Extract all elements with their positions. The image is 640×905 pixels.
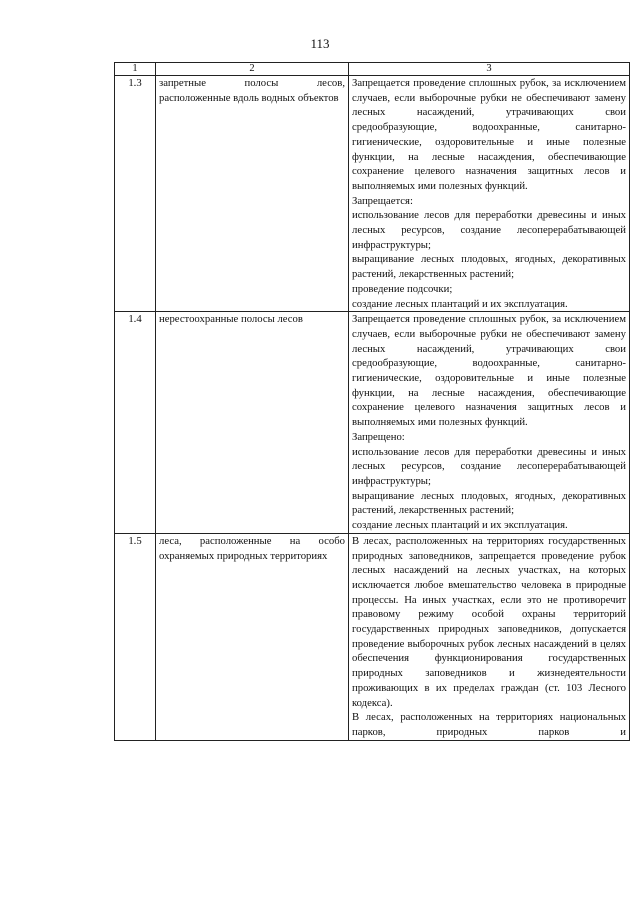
row-number: 1.4 [115, 312, 156, 534]
regulations-table [114, 62, 630, 741]
restriction-paragraph: использование лесов для переработки древесины и иных лесных ресурсов, создание лесоперерабатывающей инфраструктуры; [352, 209, 626, 251]
table-row-1-4 [115, 312, 630, 534]
forest-category-name: леса, расположенные на особо охраняемых природных территориях [156, 533, 349, 740]
forest-category-name: запретные полосы лесов, расположенные вдоль водных объектов [156, 76, 349, 312]
row-number: 1.3 [115, 76, 156, 312]
forest-category-name: нерестоохранные полосы лесов [156, 312, 349, 534]
restriction-paragraph: Запрещается проведение сплошных рубок, за исключением случаев, если выборочные рубки не обеспечивают замену лесных насаждений, утрачивающих свои средообразующие, водоохранные, санитарно-гигиенические, оздоровительные и иные полезные функции, на лесные насаждения, обеспечивающие сохранение целевого назначения защитных лесов и выполняемых ими полезных функций. [352, 77, 626, 192]
restriction-paragraph: создание лесных плантаций и их эксплуатация. [352, 519, 568, 532]
header-col-1: 1 [115, 63, 156, 76]
restriction-paragraph: создание лесных плантаций и их эксплуатация. [352, 297, 568, 310]
restriction-paragraph: В лесах, расположенных на территориях национальных парков, природных парков и [352, 711, 626, 738]
row-number: 1.5 [115, 533, 156, 740]
table-row-1-3 [115, 76, 630, 312]
table-header-row [115, 63, 630, 76]
restriction-paragraph: Запрещается проведение сплошных рубок, за исключением случаев, если выборочные рубки не обеспечивают замену лесных насаждений, утрачивающих свои средообразующие, водоохранные, санитарно-гигиенические, оздоровительные и иные полезные функции, на лесные насаждения, обеспечивающие сохранение целевого назначения защитных лесов и выполняемых ими полезных функций. [352, 313, 626, 429]
restriction-paragraph: использование лесов для переработки древесины и иных лесных ресурсов, создание лесоперерабатывающей инфраструктуры; [352, 445, 626, 487]
restriction-paragraph: В лесах, расположенных на территориях государственных природных заповедников, запрещается проведение рубок лесных насаждений на лесных участках, на которых исключается любое вмешательство человека в природные процессы. На иных участках, если это не противоречит правовому режиму особой охраны территорий государственных природных заповедников, допускается проведение выборочных рубок лесных насаждений в целях обеспечения функционирования государственных природных заповедников и жизнедеятельности проживающих в их пределах граждан (ст. 103 Лесного кодекса). [352, 534, 626, 709]
restrictions-text [349, 312, 630, 534]
table-row-1-5 [115, 533, 630, 740]
restrictions-text [349, 76, 630, 312]
restriction-paragraph: Запрещено: [352, 430, 405, 443]
restriction-paragraph: выращивание лесных плодовых, ягодных, декоративных растений, лекарственных растений; [352, 489, 626, 517]
header-col-3: 3 [349, 63, 630, 76]
restriction-paragraph: Запрещается: [352, 194, 413, 207]
restriction-paragraph: выращивание лесных плодовых, ягодных, декоративных растений, лекарственных растений; [352, 253, 626, 281]
restrictions-text [349, 533, 630, 740]
header-col-2: 2 [156, 63, 349, 76]
page-number: 113 [310, 36, 330, 51]
restriction-paragraph: проведение подсочки; [352, 282, 453, 295]
